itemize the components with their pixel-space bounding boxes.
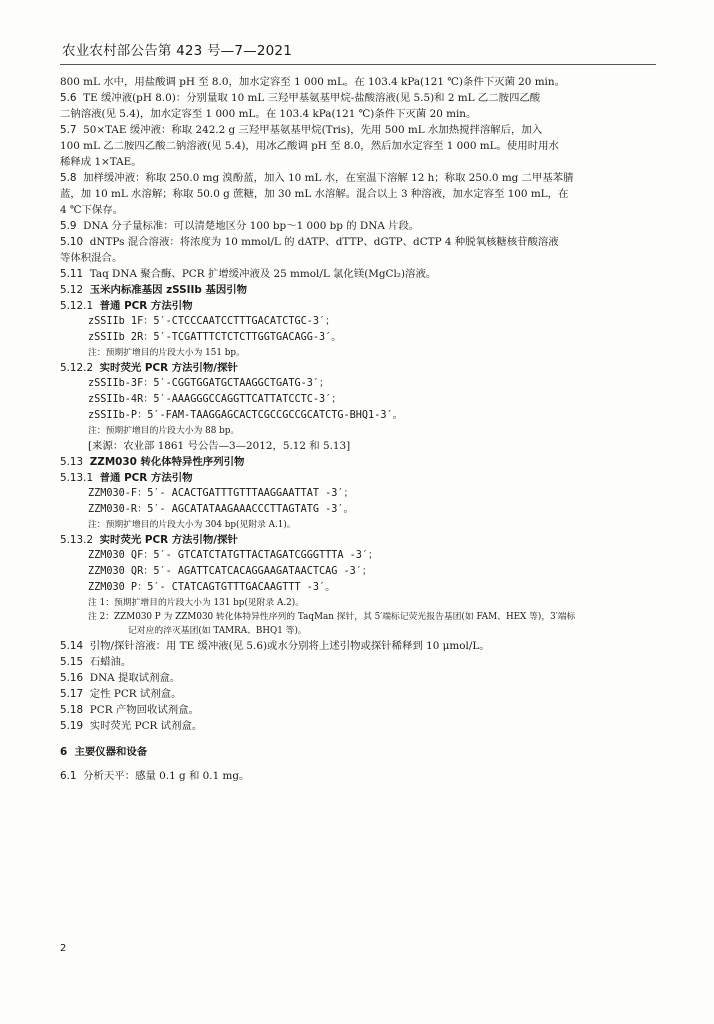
primer-line: zSSIIb 2R：5′-TCGATTTCTCTCTTGGTGACAGG-3′。: [88, 332, 342, 343]
section-number: 6.1: [60, 770, 77, 782]
section-text: Taq DNA 聚合酶、PCR 扩增缓冲液及 25 mmol/L 氯化镁(MgCl₂)溶液。: [89, 268, 437, 280]
section-heading: 普通 PCR 方法引物: [99, 300, 193, 312]
section-number: 5.10: [60, 236, 84, 248]
section-5-17: [60, 686, 658, 702]
page-number: 2: [60, 943, 67, 954]
section-heading: 实时荧光 PCR 方法引物/探针: [99, 534, 238, 546]
section-text-cont: 4 ℃下保存。: [60, 204, 124, 216]
header-rule: [60, 64, 656, 65]
section-number: 5.12: [60, 284, 84, 296]
section-5-9: [60, 218, 658, 234]
section-text: 分析天平：感量 0.1 g 和 0.1 mg。: [83, 770, 250, 782]
section-text: 石蜡油。: [89, 656, 132, 668]
section-number: 5.13: [60, 456, 84, 468]
section-6-1: [60, 768, 658, 784]
section-number: 5.9: [60, 220, 77, 232]
note: 注：预期扩增目的片段大小为 304 bp(见附录 A.1)。: [88, 520, 296, 530]
section-number: 5.15: [60, 656, 84, 668]
section-text: TE 缓冲液(pH 8.0)：分别量取 10 mL 三羟甲基氨基甲烷-盐酸溶液(见 5.5)和 2 mL 乙二胺四乙酸: [83, 92, 541, 104]
section-5-8: [60, 170, 658, 218]
section-number: 5.12.1: [60, 300, 94, 312]
intro-line: 800 mL 水中，用盐酸调 pH 至 8.0，加水定容至 1 000 mL。在 103.4 kPa(121 ℃)条件下灭菌 20 min。: [60, 76, 565, 88]
note: 注：预期扩增目的片段大小为 88 bp。: [88, 426, 240, 436]
primer-line: zSSIIb-3F：5′-CGGTGGATGCTAAGGCTGATG-3′；: [88, 378, 330, 389]
section-number: 5.16: [60, 672, 84, 684]
section-5-19: [60, 718, 658, 734]
note: 注：预期扩增目的片段大小为 151 bp。: [88, 348, 245, 358]
section-text: 50×TAE 缓冲液：称取 242.2 g 三羟甲基氨基甲烷(Tris)，先用 500 mL 水加热搅拌溶解后，加入: [83, 124, 543, 136]
section-5-13: [60, 454, 658, 470]
section-text: DNA 分子量标准：可以清楚地区分 100 bp～1 000 bp 的 DNA 片段。: [83, 220, 420, 232]
section-5-16: [60, 670, 658, 686]
section-text: 加样缓冲液：称取 250.0 mg 溴酚蓝，加入 10 mL 水，在室温下溶解 12 h；称取 250.0 mg 二甲基苯腈: [83, 172, 574, 184]
section-number: 5.11: [60, 268, 84, 280]
probe-line: zSSIIb-P：5′-FAM-TAAGGAGCACTCGCCGCCGCATCTG-BHQ1-3′。: [88, 410, 403, 421]
section-number: 6: [60, 746, 68, 758]
note-line: 注 2：ZZM030 P 为 ZZM030 转化体特异性序列的 TaqMan 探针，其 5′端标记荧光报告基团(如 FAM、HEX 等)，3′端标: [88, 612, 576, 622]
page-header: 农业农村部公告第 423 号—7—2021: [62, 43, 292, 59]
section-number: 5.7: [60, 124, 77, 136]
section-text-cont: 二钠溶液(见 5.4)，加水定容至 1 000 mL。在 103.4 kPa(121 ℃)条件下灭菌 20 min。: [60, 108, 477, 120]
section-text-cont: 蓝，加 10 mL 水溶解；称取 50.0 g 蔗糖，加 30 mL 水溶解。混合以上 3 种溶液，加水定容至 100 mL，在: [60, 188, 569, 200]
section-5-12-1: [60, 298, 658, 314]
section-text: 引物/探针溶液：用 TE 缓冲液(见 5.6)或水分别将上述引物或探针稀释到 10 μmol/L。: [89, 640, 490, 652]
section-5-10: [60, 234, 658, 266]
section-5-12: [60, 282, 658, 298]
section-text: PCR 产物回收试剂盒。: [89, 704, 199, 716]
section-text: DNA 提取试剂盒。: [89, 672, 181, 684]
section-number: 5.12.2: [60, 362, 94, 374]
section-text: 定性 PCR 试剂盒。: [89, 688, 182, 700]
section-number: 5.8: [60, 172, 77, 184]
section-text-cont: 100 mL 乙二胺四乙酸二钠溶液(见 5.4)，用冰乙酸调 pH 至 8.0，然后加水定容至 1 000 mL。使用时用水: [60, 140, 559, 152]
source-citation: [来源：农业部 1861 号公告—3—2012，5.12 和 5.13]: [88, 440, 351, 452]
section-5-13-1: [60, 470, 658, 486]
section-5-7: [60, 122, 658, 170]
section-number: 5.6: [60, 92, 77, 104]
section-number: 5.18: [60, 704, 84, 716]
primer-line: ZZM030 QF：5′- GTCATCTATGTTACTAGATCGGGTTTA -3′；: [88, 550, 379, 561]
note-line-cont: 记对应的淬灭基团(如 TAMRA、BHQ1 等)。: [128, 626, 307, 636]
section-heading: 主要仪器和设备: [74, 746, 148, 758]
section-number: 5.19: [60, 720, 84, 732]
section-5-15: [60, 654, 658, 670]
document-body: [60, 74, 658, 784]
primer-line: ZZM030-R：5′- AGCATATAAGAAACCCTTAGTATG -3′。: [88, 504, 354, 515]
section-number: 5.17: [60, 688, 84, 700]
section-heading: 普通 PCR 方法引物: [99, 472, 193, 484]
section-text-cont: 等体积混合。: [60, 252, 123, 264]
section-number: 5.14: [60, 640, 84, 652]
primer-line: zSSIIb-4R：5′-AAAGGGCCAGGTTCATTATCCTC-3′；: [88, 394, 342, 405]
note-2: [60, 610, 658, 638]
section-5-13-2: [60, 532, 658, 548]
section-text: 实时荧光 PCR 试剂盒。: [89, 720, 203, 732]
section-number: 5.13.1: [60, 472, 94, 484]
section-5-12-2: [60, 360, 658, 376]
section-text: dNTPs 混合溶液：将浓度为 10 mmol/L 的 dATP、dTTP、dGTP、dCTP 4 种脱氧核糖核苷酸溶液: [89, 236, 559, 248]
probe-line: ZZM030 P：5′- CTATCAGTGTTTGACAAGTTT -3′。: [88, 582, 336, 593]
primer-line: ZZM030-F：5′- ACACTGATTTGTTTAAGGAATTAT -3′；: [88, 488, 354, 499]
section-heading: 实时荧光 PCR 方法引物/探针: [99, 362, 238, 374]
section-5-14: [60, 638, 658, 654]
section-text-cont: 稀释成 1×TAE。: [60, 156, 142, 168]
section-heading: ZZM030 转化体特异性序列引物: [89, 456, 245, 468]
section-5-11: [60, 266, 658, 282]
note: 注 1：预期扩增目的片段大小为 131 bp(见附录 A.2)。: [88, 598, 304, 608]
section-number: 5.13.2: [60, 534, 94, 546]
section-heading: 玉米内标准基因 zSSIIb 基因引物: [89, 284, 247, 296]
primer-line: ZZM030 QR：5′- AGATTCATCACAGGAAGATAACTCAG -3′；: [88, 566, 373, 577]
section-5-6: [60, 90, 658, 122]
section-5-18: [60, 702, 658, 718]
primer-line: zSSIIb 1F：5′-CTCCCAATCCTTTGACATCTGC-3′；: [88, 316, 336, 327]
section-6: [60, 744, 658, 760]
